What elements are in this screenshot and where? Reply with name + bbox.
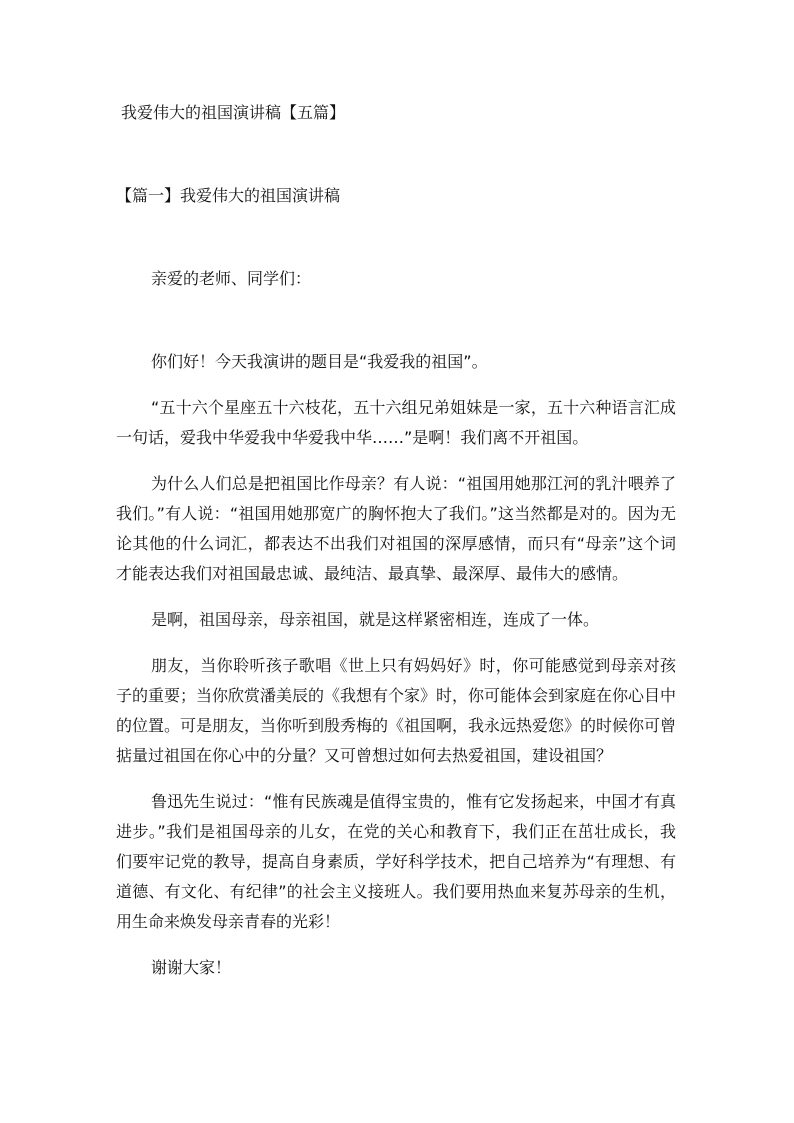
paragraph-greeting: 你们好！今天我演讲的题目是“我爱我的祖国”。: [151, 352, 488, 371]
speech-body: [116, 347, 676, 999]
paragraph-mother-metaphor: 为什么人们总是把祖国比作母亲？有人说：“祖国用她那江河的乳汁喂养了我们。”有人说：“祖国用她那宽广的胸怀抱大了我们。”这当然都是对的。因为无论其他的什么词汇，都表达不出我们对祖国的深厚感情，而只有“母亲”这个词才能表达我们对祖国最忠诚、最纯洁、最真挚、最深厚、最伟大的感情。: [116, 474, 676, 583]
section-title: 【篇一】我爱伟大的祖国演讲稿: [116, 186, 341, 205]
paragraph-closing: 谢谢大家！: [151, 958, 232, 977]
document-title: 我爱伟大的祖国演讲稿【五篇】: [121, 103, 346, 122]
paragraph-songs: 朋友，当你聆听孩子歌唱《世上只有妈妈好》时，你可能感觉到母亲对孩子的重要；当你欣赏潘美辰的《我想有个家》时，你可能体会到家庭在你心目中的位置。可是朋友，当你听到殷秀梅的《祖国啊，我永远热爱您》的时候你可曾掂量过祖国在你心中的分量？又可曾想过如何去热爱祖国，建设祖国？: [116, 656, 677, 765]
salutation: 亲爱的老师、同学们：: [151, 269, 312, 288]
paragraph-quote: “五十六个星座五十六枝花，五十六组兄弟姐妹是一家，五十六种语言汇成一句话，爱我中华爱我中华爱我中华……”是啊！我们离不开祖国。: [116, 398, 676, 447]
paragraph-connection: 是啊，祖国母亲，母亲祖国，就是这样紧密相连，连成了一体。: [151, 610, 600, 629]
paragraph-lu-xun: 鲁迅先生说过：“惟有民族魂是值得宝贵的，惟有它发扬起来，中国才有真进步。”我们是祖国母亲的儿女，在党的关心和教育下，我们正在茁壮成长，我们要牢记党的教导，提高自身素质，学好科学技术，把自己培养为“有理想、有道德、有文化、有纪律”的社会主义接班人。我们要用热血来复苏母亲的生机，用生命来焕发母亲青春的光彩！: [116, 792, 676, 931]
